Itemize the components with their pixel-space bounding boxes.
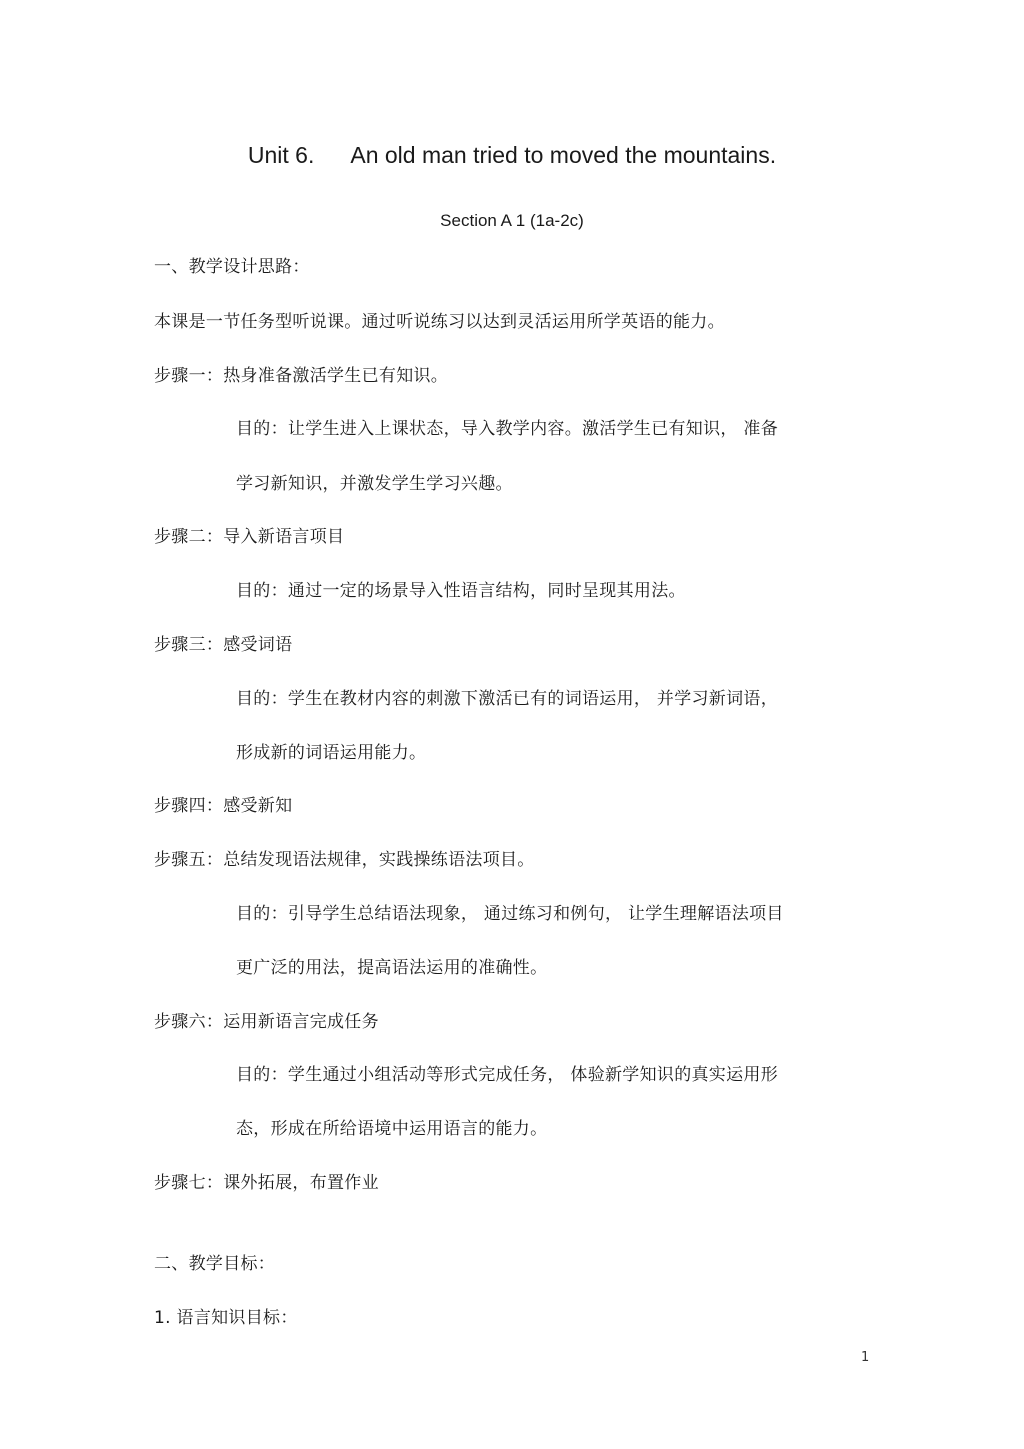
step-2-purpose: 目的：通过一定的场景导入性语言结构，同时呈现其用法。 <box>236 581 686 601</box>
step-7: 步骤七：课外拓展，布置作业 <box>154 1173 379 1193</box>
heading-teaching-goals: 二、教学目标： <box>154 1254 276 1274</box>
page-title <box>0 142 1024 169</box>
step-6-purpose: 目的：学生通过小组活动等形式完成任务， 体验新学知识的真实运用形 <box>236 1065 779 1085</box>
step-6: 步骤六：运用新语言完成任务 <box>154 1012 379 1032</box>
step-5-purpose-cont: 更广泛的用法，提高语法运用的准确性。 <box>236 958 548 978</box>
step-1-purpose: 目的：让学生进入上课状态，导入教学内容。激活学生已有知识， 准备 <box>236 419 779 439</box>
step-5-purpose: 目的：引导学生总结语法现象， 通过练习和例句， 让学生理解语法项目 <box>236 904 784 924</box>
step-2: 步骤二：导入新语言项目 <box>154 527 345 547</box>
step-1: 步骤一：热身准备激活学生已有知识。 <box>154 366 449 386</box>
page-number: 1 <box>861 1350 870 1365</box>
heading-design-idea: 一、教学设计思路： <box>154 257 310 277</box>
step-5: 步骤五：总结发现语法规律，实践操练语法项目。 <box>154 850 535 870</box>
title-text: An old man tried to moved the mountains. <box>350 142 777 168</box>
section-subtitle: Section A 1 (1a-2c) <box>440 211 584 230</box>
paragraph-intro: 本课是一节任务型听说课。通过听说练习以达到灵活运用所学英语的能力。 <box>154 312 725 332</box>
step-3: 步骤三：感受词语 <box>154 635 293 655</box>
step-4: 步骤四：感受新知 <box>154 796 293 816</box>
step-3-purpose-cont: 形成新的词语运用能力。 <box>236 743 427 763</box>
step-1-purpose-cont: 学习新知识，并激发学生学习兴趣。 <box>236 474 513 494</box>
step-6-purpose-cont: 态，形成在所给语境中运用语言的能力。 <box>236 1119 548 1139</box>
goal-1-language-knowledge: 1. 语言知识目标： <box>154 1308 298 1328</box>
title-unit: Unit 6. <box>247 142 315 168</box>
step-3-purpose: 目的：学生在教材内容的刺激下激活已有的词语运用， 并学习新词语， <box>236 689 779 709</box>
